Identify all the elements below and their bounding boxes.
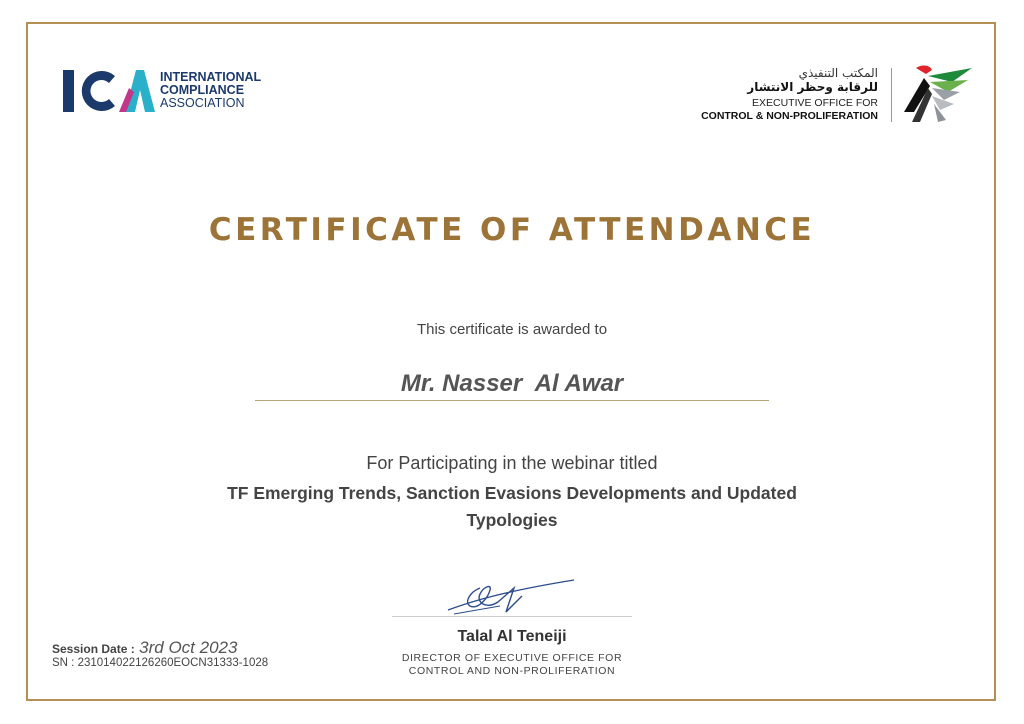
eocn-english-line2: CONTROL & NON-PROLIFERATION: [701, 110, 878, 122]
recipient-underline: [255, 400, 769, 401]
eocn-english-line1: EXECUTIVE OFFICE FOR: [751, 97, 878, 109]
session-date-value: 3rd Oct 2023: [139, 638, 238, 657]
eocn-arabic-line2: للرقابة وحظر الانتشار: [747, 80, 878, 94]
falcon-emblem-icon: [902, 62, 974, 128]
awarded-to-text: This certificate is awarded to: [416, 321, 608, 338]
ica-logo-mark-icon: [63, 68, 155, 114]
recipient-name: Mr. Nasser Al Awar: [400, 370, 624, 397]
session-date: [52, 638, 237, 658]
serial-number: [52, 657, 268, 669]
serial-number-label: SN :: [52, 657, 75, 669]
ica-name-line2: COMPLIANCE: [160, 83, 245, 97]
eocn-arabic-line1: المكتب التنفيذي: [798, 66, 878, 80]
signatory-role-line1: DIRECTOR OF EXECUTIVE OFFICE FOR: [401, 652, 623, 664]
signature-line: [392, 616, 632, 617]
session-date-label: Session Date :: [52, 642, 135, 656]
eocn-logo: [674, 62, 974, 132]
webinar-title: TF Emerging Trends, Sanction Evasions Developments and Updated Typologies: [227, 483, 797, 530]
serial-number-value: 231014022126260EOCN31333-1028: [77, 657, 269, 669]
signature-image: [440, 576, 580, 620]
signatory-name: Talal Al Teneiji: [457, 628, 567, 645]
ica-name-line1: INTERNATIONAL: [160, 70, 262, 84]
ica-name-line3: ASSOCIATION: [160, 96, 245, 110]
signatory-role: [360, 652, 664, 677]
participation-text: For Participating in the webinar titled: [366, 453, 658, 473]
certificate-title: CERTIFICATE OF ATTENDANCE: [208, 212, 816, 248]
signatory-role-line2: CONTROL AND NON-PROLIFERATION: [408, 664, 616, 677]
eocn-divider: [891, 68, 892, 122]
